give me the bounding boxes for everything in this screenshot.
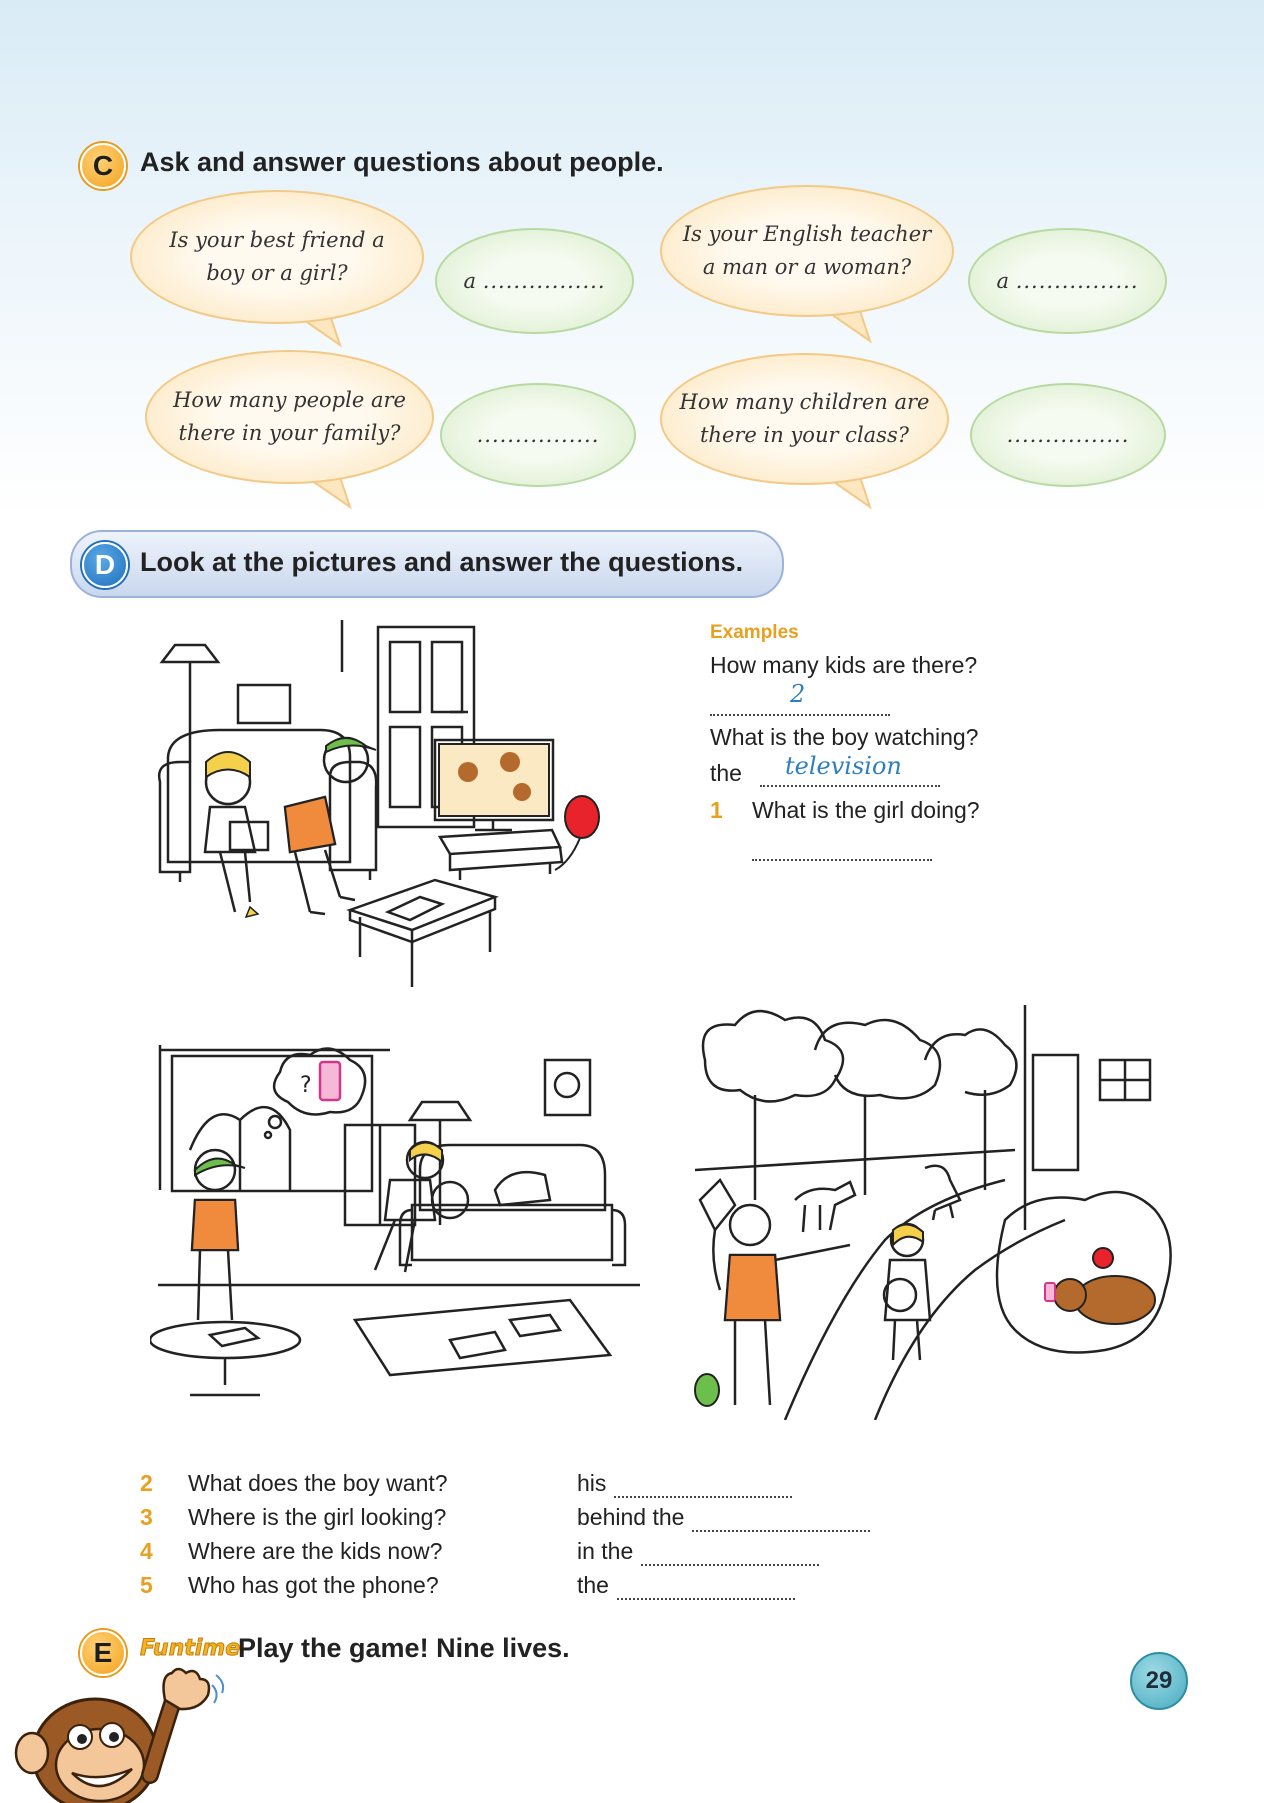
section-d-letter: D (82, 542, 128, 588)
bubble-3-line-2: there in your family? (178, 421, 401, 445)
answer-2-prefix: a (996, 268, 1010, 293)
question-3-number: 3 (140, 1504, 153, 1530)
question-4-text: Where are the kids now? (188, 1538, 443, 1564)
answer-3-blank[interactable]: ................ (476, 422, 600, 447)
answer-bubble-2[interactable] (968, 228, 1167, 334)
question-bubble-4 (660, 353, 949, 485)
example-2-prefix: the (710, 760, 742, 786)
section-c-title: Ask and answer questions about people. (140, 147, 664, 177)
svg-text:?: ? (300, 1073, 312, 1098)
examples-label: Examples (710, 622, 799, 643)
room-phone-illustration (150, 1040, 650, 1410)
question-bubble-3 (145, 350, 434, 484)
funtime-logo: Funtime (140, 1636, 241, 1661)
example-2-question: What is the boy watching? (710, 724, 979, 750)
answer-bubble-1[interactable] (435, 228, 634, 334)
question-3-prefix: behind the (577, 1504, 685, 1530)
question-4-prefix: in the (577, 1538, 634, 1564)
page-number: 29 (1130, 1652, 1188, 1710)
question-1-answer-line[interactable] (752, 835, 932, 861)
question-5-text: Who has got the phone? (188, 1572, 439, 1598)
question-bubble-2 (660, 185, 954, 317)
question-3-answer-line[interactable] (692, 1506, 870, 1532)
question-4-number: 4 (140, 1538, 153, 1564)
garden-monkey-illustration (685, 1000, 1185, 1420)
question-1-text: What is the girl doing? (752, 797, 980, 823)
answer-1-blank[interactable]: ................ (482, 268, 606, 293)
question-2-answer-line[interactable] (614, 1472, 792, 1498)
answer-bubble-4[interactable] (970, 383, 1166, 487)
section-c-letter: C (80, 143, 126, 189)
answer-1-prefix: a (463, 268, 477, 293)
question-5-prefix: the (577, 1572, 609, 1598)
question-2-prefix: his (577, 1470, 607, 1496)
bubble-2-line-2: a man or a woman? (702, 255, 912, 279)
example-1-answer: 2 (790, 680, 806, 708)
answer-2-blank[interactable]: ................ (1015, 268, 1139, 293)
question-bubble-1 (130, 190, 424, 324)
question-2-number: 2 (140, 1470, 153, 1496)
bubble-1-line-2: boy or a girl? (206, 261, 348, 285)
answer-bubble-3[interactable] (440, 383, 636, 487)
question-3-text: Where is the girl looking? (188, 1504, 447, 1530)
question-5-answer-line[interactable] (617, 1574, 795, 1600)
monkey-mascot-icon (0, 1665, 230, 1803)
bubble-2-line-1: Is your English teacher (682, 222, 932, 246)
section-e-letter: E (80, 1630, 126, 1676)
answer-4-blank[interactable]: ................ (1006, 422, 1130, 447)
question-2-text: What does the boy want? (188, 1470, 448, 1496)
section-e-title: Play the game! Nine lives. (238, 1633, 570, 1663)
section-d-title: Look at the pictures and answer the questions. (140, 547, 744, 577)
living-room-illustration (150, 612, 620, 987)
question-4-answer-line[interactable] (641, 1540, 819, 1566)
bubble-4-line-1: How many children are (679, 390, 930, 414)
bubble-3-line-1: How many people are (173, 388, 406, 412)
bubble-1-line-1: Is your best friend a (169, 228, 385, 252)
question-1-number: 1 (710, 797, 723, 823)
example-2-answer: television (785, 752, 902, 780)
example-1-question: How many kids are there? (710, 652, 978, 678)
bubble-4-line-2: there in your class? (699, 423, 909, 447)
question-5-number: 5 (140, 1572, 153, 1598)
